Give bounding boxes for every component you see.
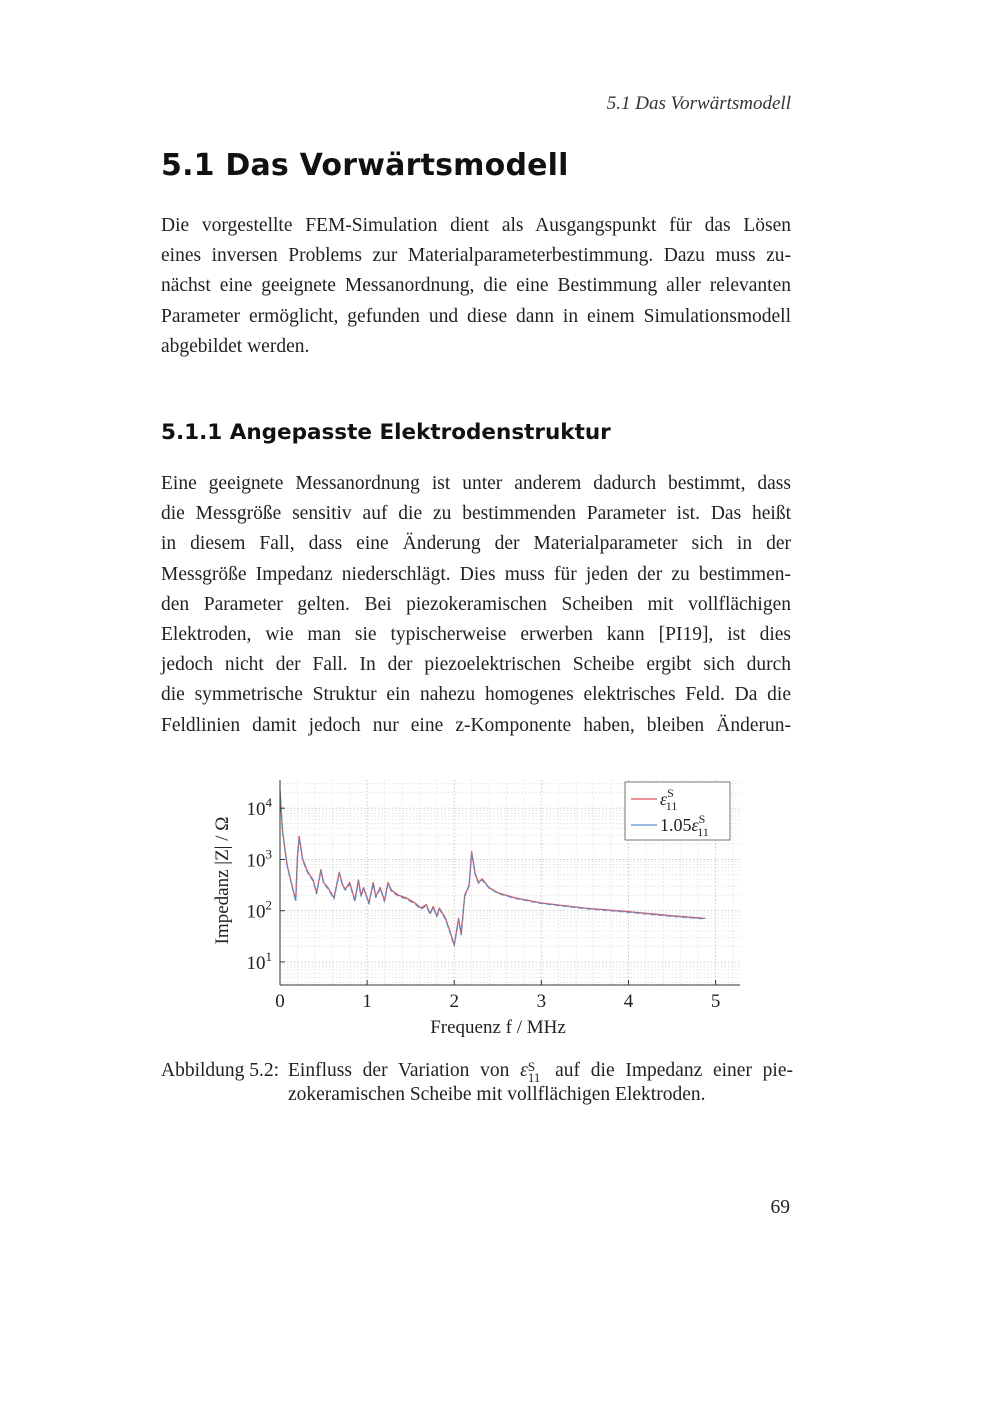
caption-part: auf die Impedanz einer pie- bbox=[555, 1060, 793, 1081]
paragraph-line: Elektroden, wie man sie typischerweise erwerben kann [PI19], ist dies bbox=[161, 624, 791, 646]
paragraph-line: in diesem Fall, dass eine Änderung der Materialparameter sich in der bbox=[161, 533, 791, 555]
paragraph-line: eines inversen Problems zur Materialparameterbestimmung. Dazu muss zu- bbox=[161, 245, 791, 267]
caption-symbol: ε bbox=[520, 1060, 528, 1081]
x-tick-label: 5 bbox=[710, 991, 721, 1012]
legend-label: $1.05\varepsilon^S$ 11 bbox=[660, 812, 709, 839]
caption-line bbox=[288, 1059, 793, 1083]
paragraph-line: die symmetrische Struktur ein nahezu homogenes elektrisches Feld. Da die bbox=[161, 684, 791, 706]
caption-sub: 11 bbox=[527, 1069, 541, 1085]
y-tick-label: $10^4$ bbox=[246, 795, 272, 821]
y-axis-label: Impedanz |Z| / Ω bbox=[212, 816, 233, 945]
legend-label: $\varepsilon^S$ 11 bbox=[660, 786, 678, 813]
paragraph-line: den Parameter gelten. Bei piezokeramischen Scheiben mit vollflächigen bbox=[161, 593, 791, 615]
y-tick-label: $10^3$ bbox=[246, 846, 272, 872]
subsection-paragraph bbox=[161, 469, 791, 741]
x-tick-label: 0 bbox=[275, 991, 285, 1012]
caption-line: zokeramischen Scheibe mit vollflächigen Elektroden. bbox=[288, 1084, 706, 1105]
x-tick-label: 4 bbox=[623, 991, 634, 1012]
paragraph-line: jedoch nicht der Fall. In der piezoelektrischen Scheibe ergibt sich durch bbox=[161, 654, 791, 676]
caption-label: Abbildung 5.2: bbox=[161, 1060, 280, 1081]
caption-sup: S bbox=[527, 1058, 536, 1074]
x-tick-label: 1 bbox=[362, 991, 372, 1012]
section-paragraph bbox=[161, 211, 791, 362]
x-tick-label: 3 bbox=[536, 991, 547, 1012]
paragraph-line: die Messgröße sensitiv auf die zu bestimmenden Parameter ist. Das heißt bbox=[161, 503, 791, 525]
subsection-title: 5.1.1 Angepasste Elektrodenstruktur bbox=[161, 420, 611, 445]
caption-symbol-scripts bbox=[527, 1058, 541, 1085]
chart-svg bbox=[200, 770, 760, 1050]
x-tick-label: 2 bbox=[449, 991, 459, 1012]
paragraph-line: nächst eine geeignete Messanordnung, die eine Bestimmung aller relevanten bbox=[161, 275, 791, 297]
section-title: 5.1 Das Vorwärtsmodell bbox=[161, 148, 569, 183]
caption-part: Einfluss der Variation von bbox=[288, 1060, 510, 1081]
paragraph-line: abgebildet werden. bbox=[161, 335, 310, 357]
paragraph-line: Messgröße Impedanz niederschlägt. Dies muss für jeden der zu bestimmen- bbox=[161, 563, 791, 585]
x-axis-label: Frequenz f / MHz bbox=[430, 1017, 566, 1038]
running-head: 5.1 Das Vorwärtsmodell bbox=[606, 93, 791, 114]
impedance-chart bbox=[200, 770, 760, 1050]
paragraph-line: Feldlinien damit jedoch nur eine z-Komponente haben, bleiben Änderun- bbox=[161, 714, 791, 736]
y-tick-label: $10^2$ bbox=[246, 897, 272, 923]
caption-text bbox=[288, 1059, 793, 1107]
paragraph-line: Eine geeignete Messanordnung ist unter anderem dadurch bestimmt, dass bbox=[161, 473, 791, 494]
paragraph-line: Parameter ermöglicht, gefunden und diese dann in einem Simulationsmodell bbox=[161, 305, 791, 327]
chart-legend bbox=[625, 782, 730, 840]
page-number: 69 bbox=[770, 1197, 790, 1218]
paragraph-line: Die vorgestellte FEM-Simulation dient als Ausgangspunkt für das Lösen bbox=[161, 215, 791, 236]
y-tick-label: $10^1$ bbox=[246, 948, 272, 974]
